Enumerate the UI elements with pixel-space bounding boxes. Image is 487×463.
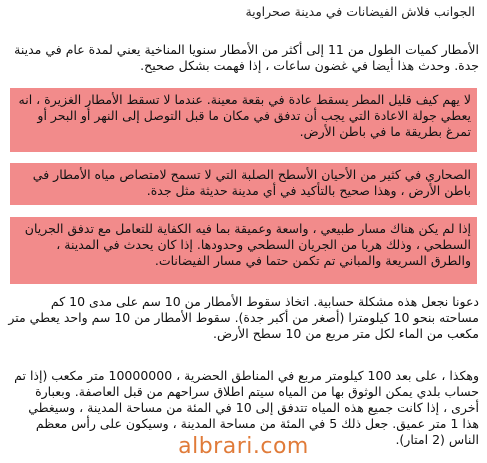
paragraph-6: وهكذا ، على بعد 100 كيلومتر مربع في المناطق الحضرية ، 10000000 متر مكعب (إذا تم حساب بلدي يمكن الوثوق بها من المياه سيتم اطلاق سراحهم من قبل العاصفة. وبعبارة أخرى ، إذا كانت جميع هذه المياه تتدفق إلى 10 في المئة من مساحة المدينة ، وسيغطي هذا 1 متر عميق. جعل ذلك 5 في المئة من مساحة المدينة ، وسيكون على رأس معظم الناس (2 امتار). [14, 368, 479, 447]
article-title: الجوانب فلاش الفيضانات في مدينة صحراوية [245, 4, 475, 19]
paragraph-1: الأمطار كميات الطول من 11 إلى أكثر من الأمطار سنويا المناخية يعني لمدة عام في مدينة جدة. وحدث هذا أيضا في غضون ساعات ، إذا فهمت بشكل صحيح. [14, 42, 479, 73]
paragraph-5: دعونا نجعل هذه مشكلة حسابية. اتخاذ سقوط الأمطار من 10 سم على مدى 10 كم مساحته بنحو 10 كيلومترا (أصغر من أكبر جدة). سقوط الأمطار من 10 سم واحد يعطي متر مكعب من الماء لكل متر مربع من 10 سطح الأرض. [8, 294, 479, 341]
highlighted-paragraph-4: إذا لم يكن هناك مسار طبيعي ، واسعة وعميقة بما فيه الكفاية للتعامل مع تدفق الجريان السطحي ، وذلك هربا من الجريان السطحي وحدودها. إذا كان يحدث في المدينة ، والطرق السريعة والمباني تم تكمن حتما في مسار الفيضانات. [10, 217, 477, 284]
site-watermark: albrari.com [178, 434, 309, 459]
highlighted-paragraph-2: لا يهم كيف قليل المطر يسقط عادة في بقعة معينة. عندما لا تسقط الأمطار الغزيرة ، انه يعطي جولة الاعادة التي يجب أن تدفق في مكان ما قبل التوصل إلى النهر أو البحر أو تمرغ بطريقة ما في باطن الأرض. [10, 88, 477, 152]
highlighted-paragraph-3: الصحاري في كثير من الأحيان الأسطح الصلبة التي لا تسمح لامتصاص مياه الأمطار في باطن الأرض ، وهذا صحيح بالتأكيد في أي مدينة حديثة مثل جدة. [10, 163, 477, 205]
